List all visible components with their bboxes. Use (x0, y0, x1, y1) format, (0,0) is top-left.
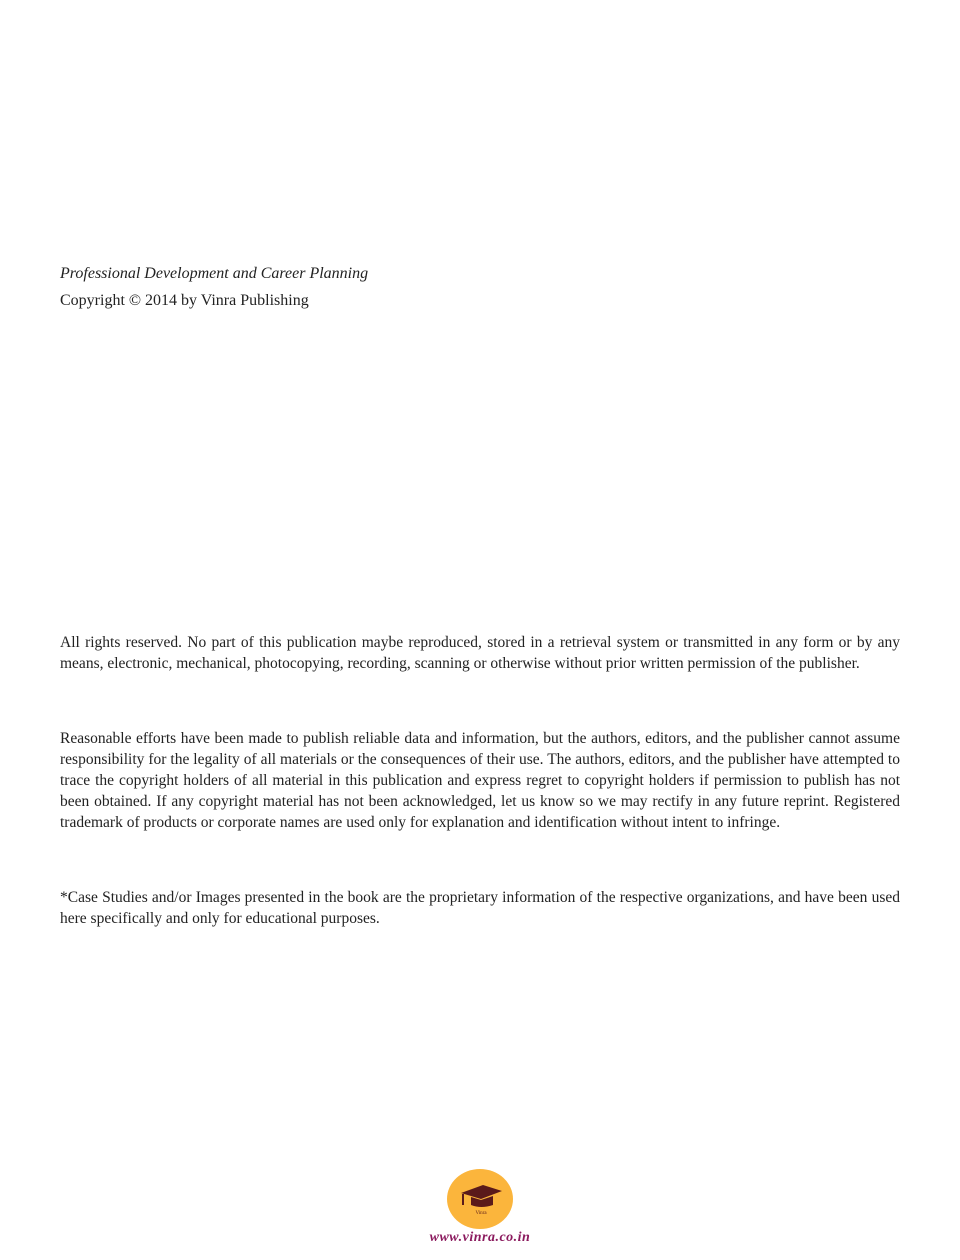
graduation-cap-icon (447, 1169, 513, 1229)
copyright-line: Copyright © 2014 by Vinra Publishing (60, 292, 309, 309)
publisher-url[interactable]: www.vinra.co.in (429, 1230, 531, 1245)
book-title: Professional Development and Career Planning (60, 265, 369, 282)
publisher-logo (447, 1169, 513, 1229)
rights-paragraph: All rights reserved. No part of this publication maybe reproduced, stored in a retrieval system or transmitted in any form or by any means, electronic, mechanical, photocopying, recording, scanning or otherwise without prior written permission of the publisher. (60, 634, 900, 672)
svg-text:Vinra: Vinra (475, 1211, 487, 1216)
disclaimer-paragraph: Reasonable efforts have been made to publish reliable data and information, but the authors, editors, and the publisher cannot assume responsibility for the legality of all materials or the consequences of their use. The authors, editors, and the publisher have attempted to trace the copyright holders of all material in this publication and express regret to copyright holders if permission to publish has not been obtained. If any copyright material has not been acknowledged, let us know so we may rectify in any future reprint. Registered trademark of products or corporate names are used only for explanation and identification without intent to infringe. (60, 730, 900, 831)
case-studies-paragraph: *Case Studies and/or Images presented in the book are the proprietary information of the respective organizations, and have been used here specifically and only for educational purposes. (60, 889, 900, 927)
